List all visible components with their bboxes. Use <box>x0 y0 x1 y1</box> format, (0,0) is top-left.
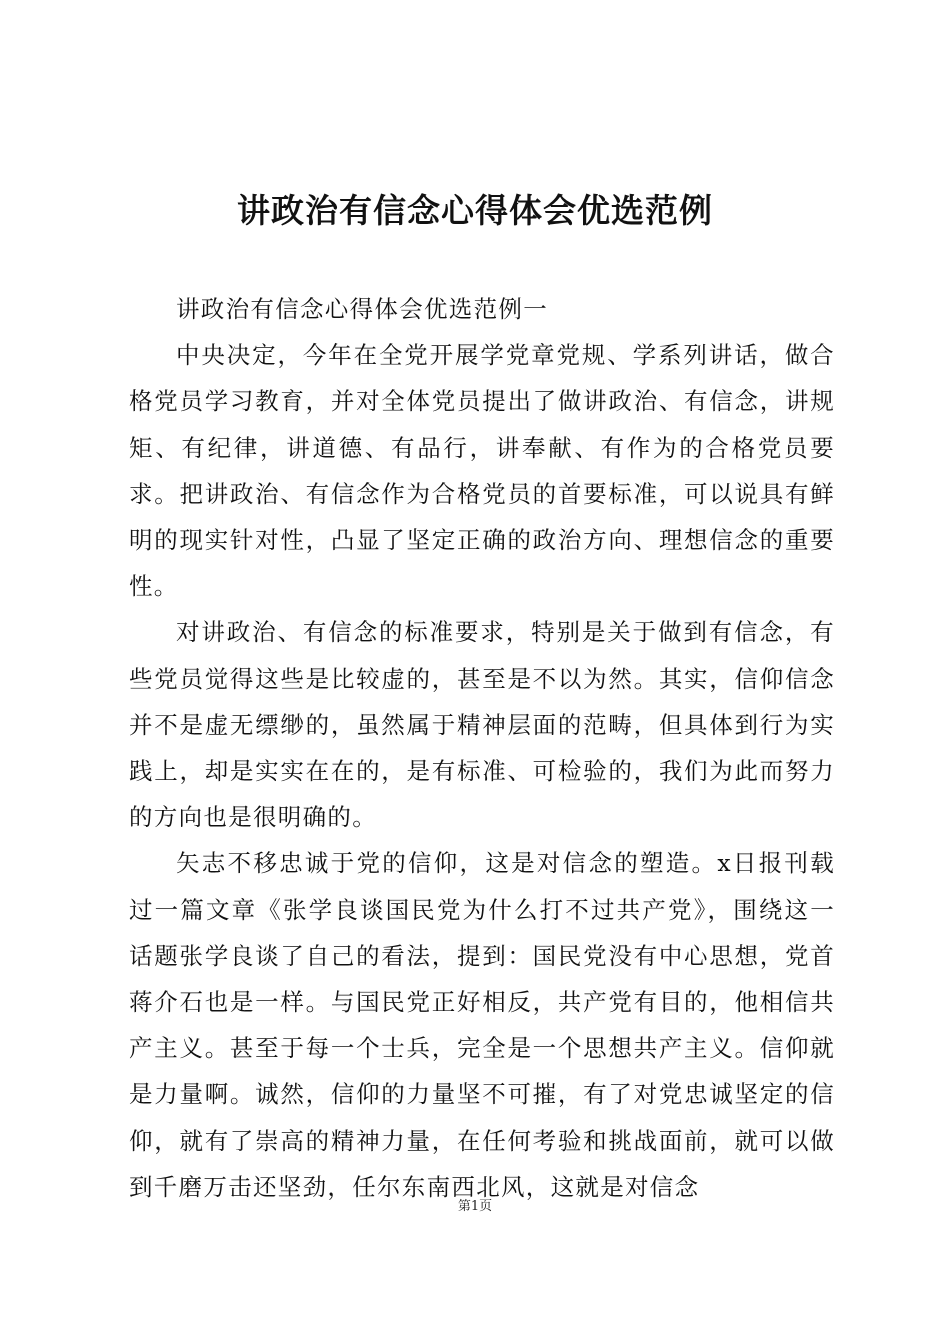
document-title: 讲政治有信念心得体会优选范例 <box>237 191 713 230</box>
paragraph-subtitle: 讲政治有信念心得体会优选范例一 <box>176 295 548 323</box>
paragraph-2: 对讲政治、有信念的标准要求，特别是关于做到有信念，有些党员觉得这些是比较虚的，甚至是不以为然。其实，信仰信念并不是虚无缥缈的，虽然属于精神层面的范畴，但具体到行为实践上，却是实实在在的，是有标准、可检验的，我们为此而努力的方向也是很明确的。 <box>129 618 835 832</box>
document-body <box>129 286 835 1210</box>
page-number: 第1页 <box>457 1199 493 1214</box>
paragraph-3: 矢志不移忠诚于党的信仰，这是对信念的塑造。x日报刊载过一篇文章《张学良谈国民党为什么打不过共产党》，围绕这一话题张学良谈了自己的看法，提到：国民党没有中心思想，党首蒋介石也是一样。与国民党正好相反，共产党有目的，他相信共产主义。甚至于每一个士兵，完全是一个思想共产主义。信仰就是力量啊。诚然，信仰的力量坚不可摧，有了对党忠诚坚定的信仰，就有了崇高的精神力量，在任何考验和挑战面前，就可以做到千磨万击还坚劲，任尔东南西北风，这就是对信念 <box>129 849 835 1201</box>
paragraph-1: 中央决定，今年在全党开展学党章党规、学系列讲话，做合格党员学习教育，并对全体党员提出了做讲政治、有信念，讲规矩、有纪律，讲道德、有品行，讲奉献、有作为的合格党员要求。把讲政治、有信念作为合格党员的首要标准，可以说具有鲜明的现实针对性，凸显了坚定正确的政治方向、理想信念的重要性。 <box>129 341 835 601</box>
